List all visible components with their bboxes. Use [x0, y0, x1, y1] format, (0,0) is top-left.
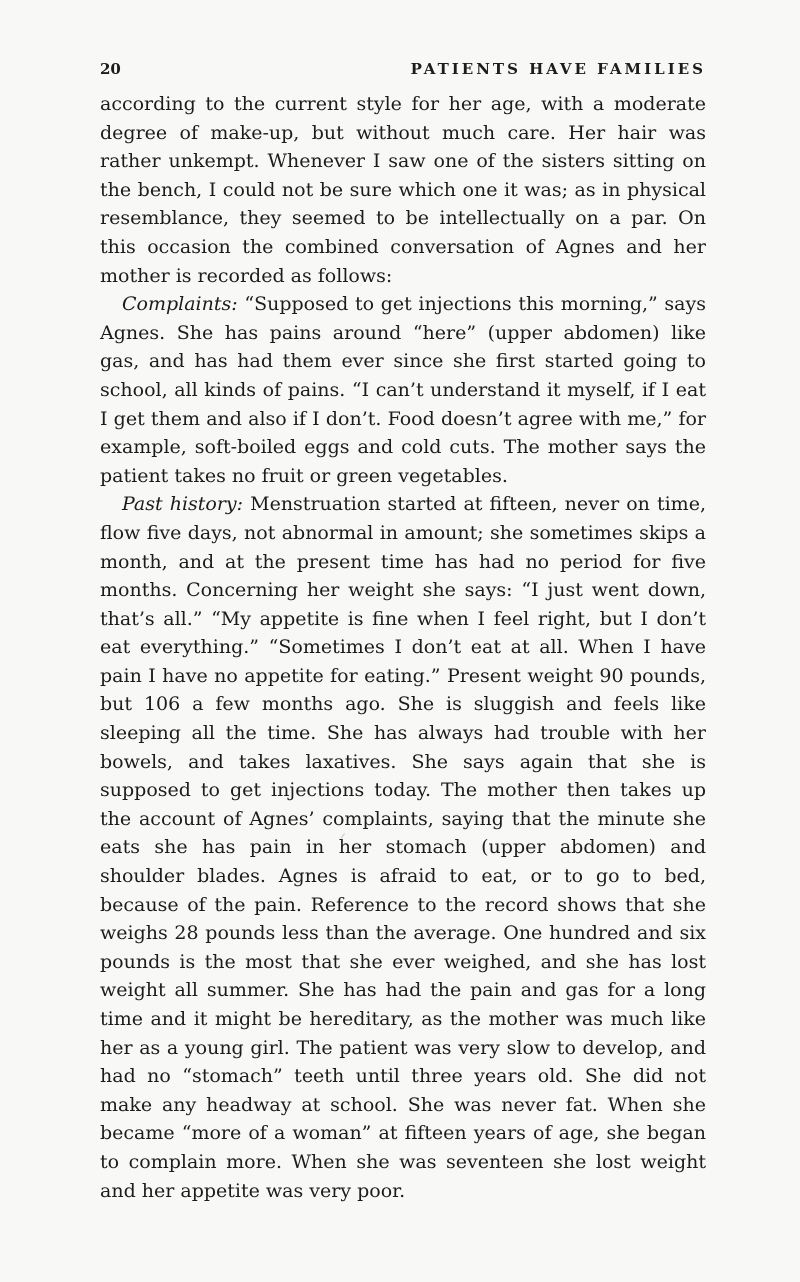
body-text — [100, 90, 706, 1205]
paragraph-text: Menstruation started at fifteen, never on time, flow five days, not abnormal in amount; she sometimes skips a month, and at the present time has had no period for five months. Concerning her weight she says: “I just went down, that’s all.” “My appetite is fine when I feel right, but I don’t eat everything.” “Sometimes I don’t eat at all. When I have pain I have no appetite for eating.” Present weight 90 pounds, but 106 a few months ago. She is sluggish and feels like sleeping all the time. She has always had trouble with her bowels, and takes laxatives. She says again that she is supposed to get injections today. The mother then takes up the account of Agnes’ complaints, saying that the minute she eats she has pain in her stomach (upper abdomen) and shoulder blades. Agnes is afraid to eat, or to go to bed, because of the pain. Reference to the record shows that she weighs 28 pounds less than the average. One hundred and six pounds is the most that she ever weighed, and she has lost weight all summer. She has had the pain and gas for a long time and it might be hereditary, as the mother was much like her as a young girl. The patient was very slow to develop, and had no “stomach” teeth until three years old. She did not make any headway at school. She was never fat. When she became “more of a woman” at fifteen years of age, she began to complain more. When she was seventeen she lost weight and her appetite was very poor. — [100, 493, 706, 1202]
running-title: PATIENTS HAVE FAMILIES — [410, 60, 706, 78]
book-page — [100, 60, 706, 1205]
paragraph-past-history — [100, 490, 706, 1205]
page-number: 20 — [100, 60, 121, 78]
run-in-heading-past-history: Past history: — [122, 493, 244, 516]
paragraph-text: “Supposed to get injections this morning,” says Agnes. She has pains around “here” (upper abdomen) like gas, and has had them ever since she first started going to school, all kinds of pains. “I can’t understand it myself, if I eat I get them and also if I don’t. Food doesn’t agree with me,” for example, soft-boiled eggs and cold cuts. The mother says the patient takes no fruit or green vegetables. — [100, 293, 706, 487]
running-head — [100, 60, 706, 90]
run-in-heading-complaints: Complaints: — [122, 293, 238, 316]
paragraph-text: according to the current style for her age, with a moderate degree of make-up, but without much care. Her hair was rather unkempt. Whenever I saw one of the sisters sitting on the bench, I could not be sure which one it was; as in physical resemblance, they seemed to be intellectually on a par. On this occasion the combined conversation of Agnes and her mother is recorded as follows: — [100, 93, 706, 287]
paragraph-description — [100, 90, 706, 290]
paragraph-complaints — [100, 290, 706, 490]
